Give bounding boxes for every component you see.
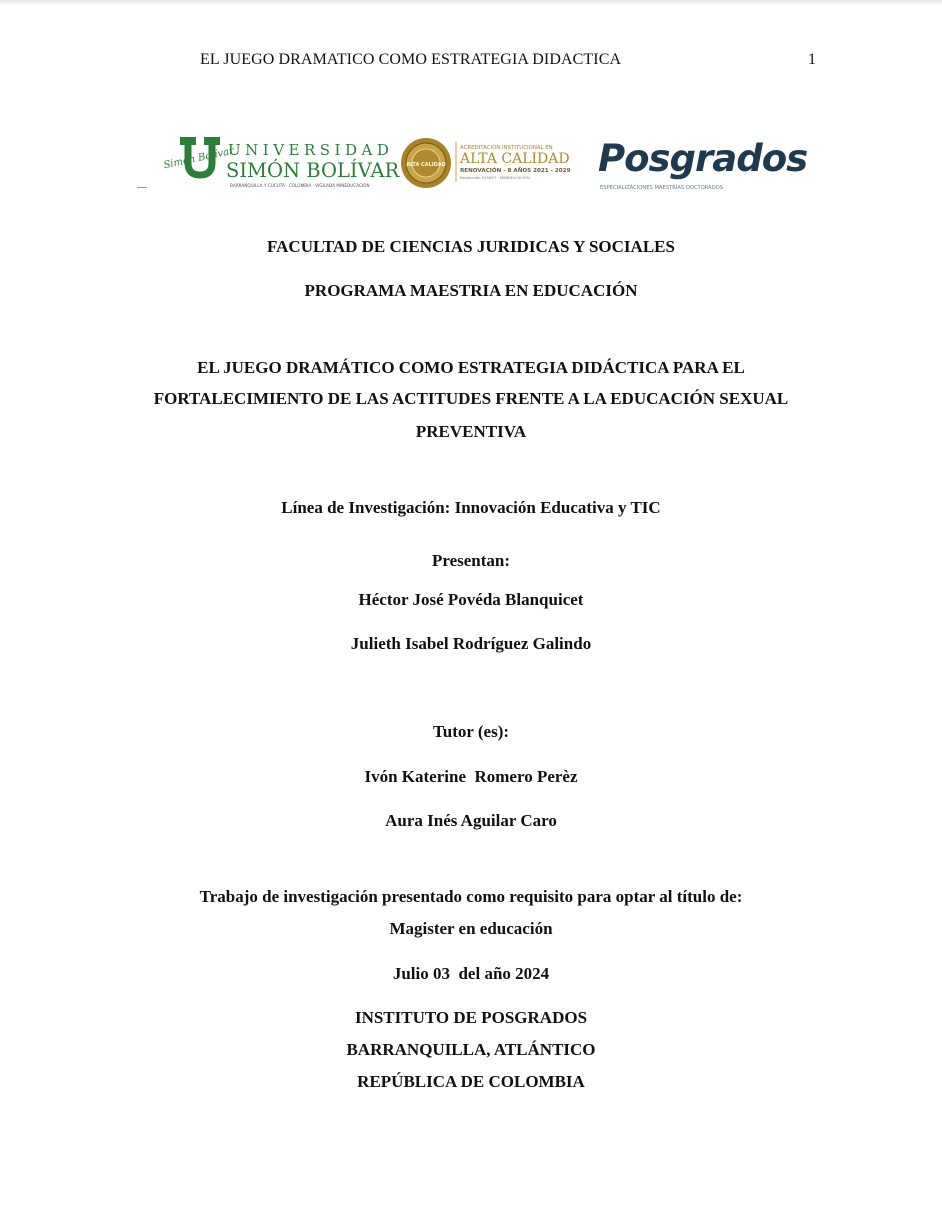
research-line: Línea de Investigación: Innovación Educativa y TIC xyxy=(281,498,661,517)
submission-date: Julio 03 del año 2024 xyxy=(392,964,550,983)
posgrados-name: Posgrados xyxy=(598,137,808,180)
accreditation-line1: ACREDITACIÓN INSTITUCIONAL EN xyxy=(460,145,553,151)
faculty-name: FACULTAD DE CIENCIAS JURIDICAS Y SOCIALES xyxy=(267,237,675,256)
city-name: BARRANQUILLA, ATLÁNTICO xyxy=(346,1040,596,1059)
requirement-statement: Trabajo de investigación presentado como requisito para optar al título de: xyxy=(199,887,743,906)
tutor-name: Aura Inés Aguilar Caro xyxy=(385,811,557,830)
usb-tagline: BARRANQUILLA Y CÚCUTA · COLOMBIA · VIGILADA MINEDUCACIÓN xyxy=(230,183,370,188)
usb-line2: SIMÓN BOLÍVAR xyxy=(226,159,400,182)
thesis-title-line-3: PREVENTIVA xyxy=(415,422,527,441)
country-name: REPÚBLICA DE COLOMBIA xyxy=(357,1072,585,1091)
program-name: PROGRAMA MAESTRIA EN EDUCACIÓN xyxy=(304,281,638,300)
thesis-title-line-2: FORTALECIMIENTO DE LAS ACTITUDES FRENTE A LA EDUCACIÓN SEXUAL xyxy=(153,389,789,408)
usb-script-text: Simón Bolívar xyxy=(162,145,235,172)
tutor-name: Ivón Katerine Romero Perèz xyxy=(364,767,578,786)
usb-monogram-icon xyxy=(160,135,400,189)
accreditation-line2: ALTA CALIDAD xyxy=(460,151,570,167)
posgrados-logo xyxy=(596,127,808,195)
institute-name: INSTITUTO DE POSGRADOS xyxy=(354,1008,588,1027)
seal-text: ALTA CALIDAD xyxy=(406,162,446,168)
usb-line1: UNIVERSIDAD xyxy=(228,141,394,159)
page-top-shadow xyxy=(0,0,942,6)
accreditation-line3: RENOVACIÓN - 8 AÑOS 2021 - 2029 xyxy=(460,168,571,174)
presenters-label: Presentan: xyxy=(431,551,511,570)
presenter-name: Julieth Isabel Rodríguez Galindo xyxy=(350,634,592,653)
accreditation-text-block xyxy=(456,142,580,182)
presenter-name: Héctor José Povéda Blanquicet xyxy=(358,590,584,609)
accreditation-line4: Resolución 015637 · MINEDUCACIÓN xyxy=(460,175,530,180)
degree-name: Magister en educación xyxy=(389,919,553,938)
tutors-label: Tutor (es): xyxy=(432,722,510,741)
thesis-title-line-1: EL JUEGO DRAMÁTICO COMO ESTRATEGIA DIDÁCTICA PARA EL xyxy=(197,358,745,377)
page-number: 1 xyxy=(808,51,816,68)
posgrados-tagline: ESPECIALIZACIONES MAESTRÍAS DOCTORADOS xyxy=(600,185,724,191)
accreditation-seal-icon xyxy=(400,137,452,189)
running-header-title: EL JUEGO DRAMATICO COMO ESTRATEGIA DIDACTICA xyxy=(200,51,622,68)
institution-logos xyxy=(160,127,808,195)
divider-mark xyxy=(137,187,147,188)
